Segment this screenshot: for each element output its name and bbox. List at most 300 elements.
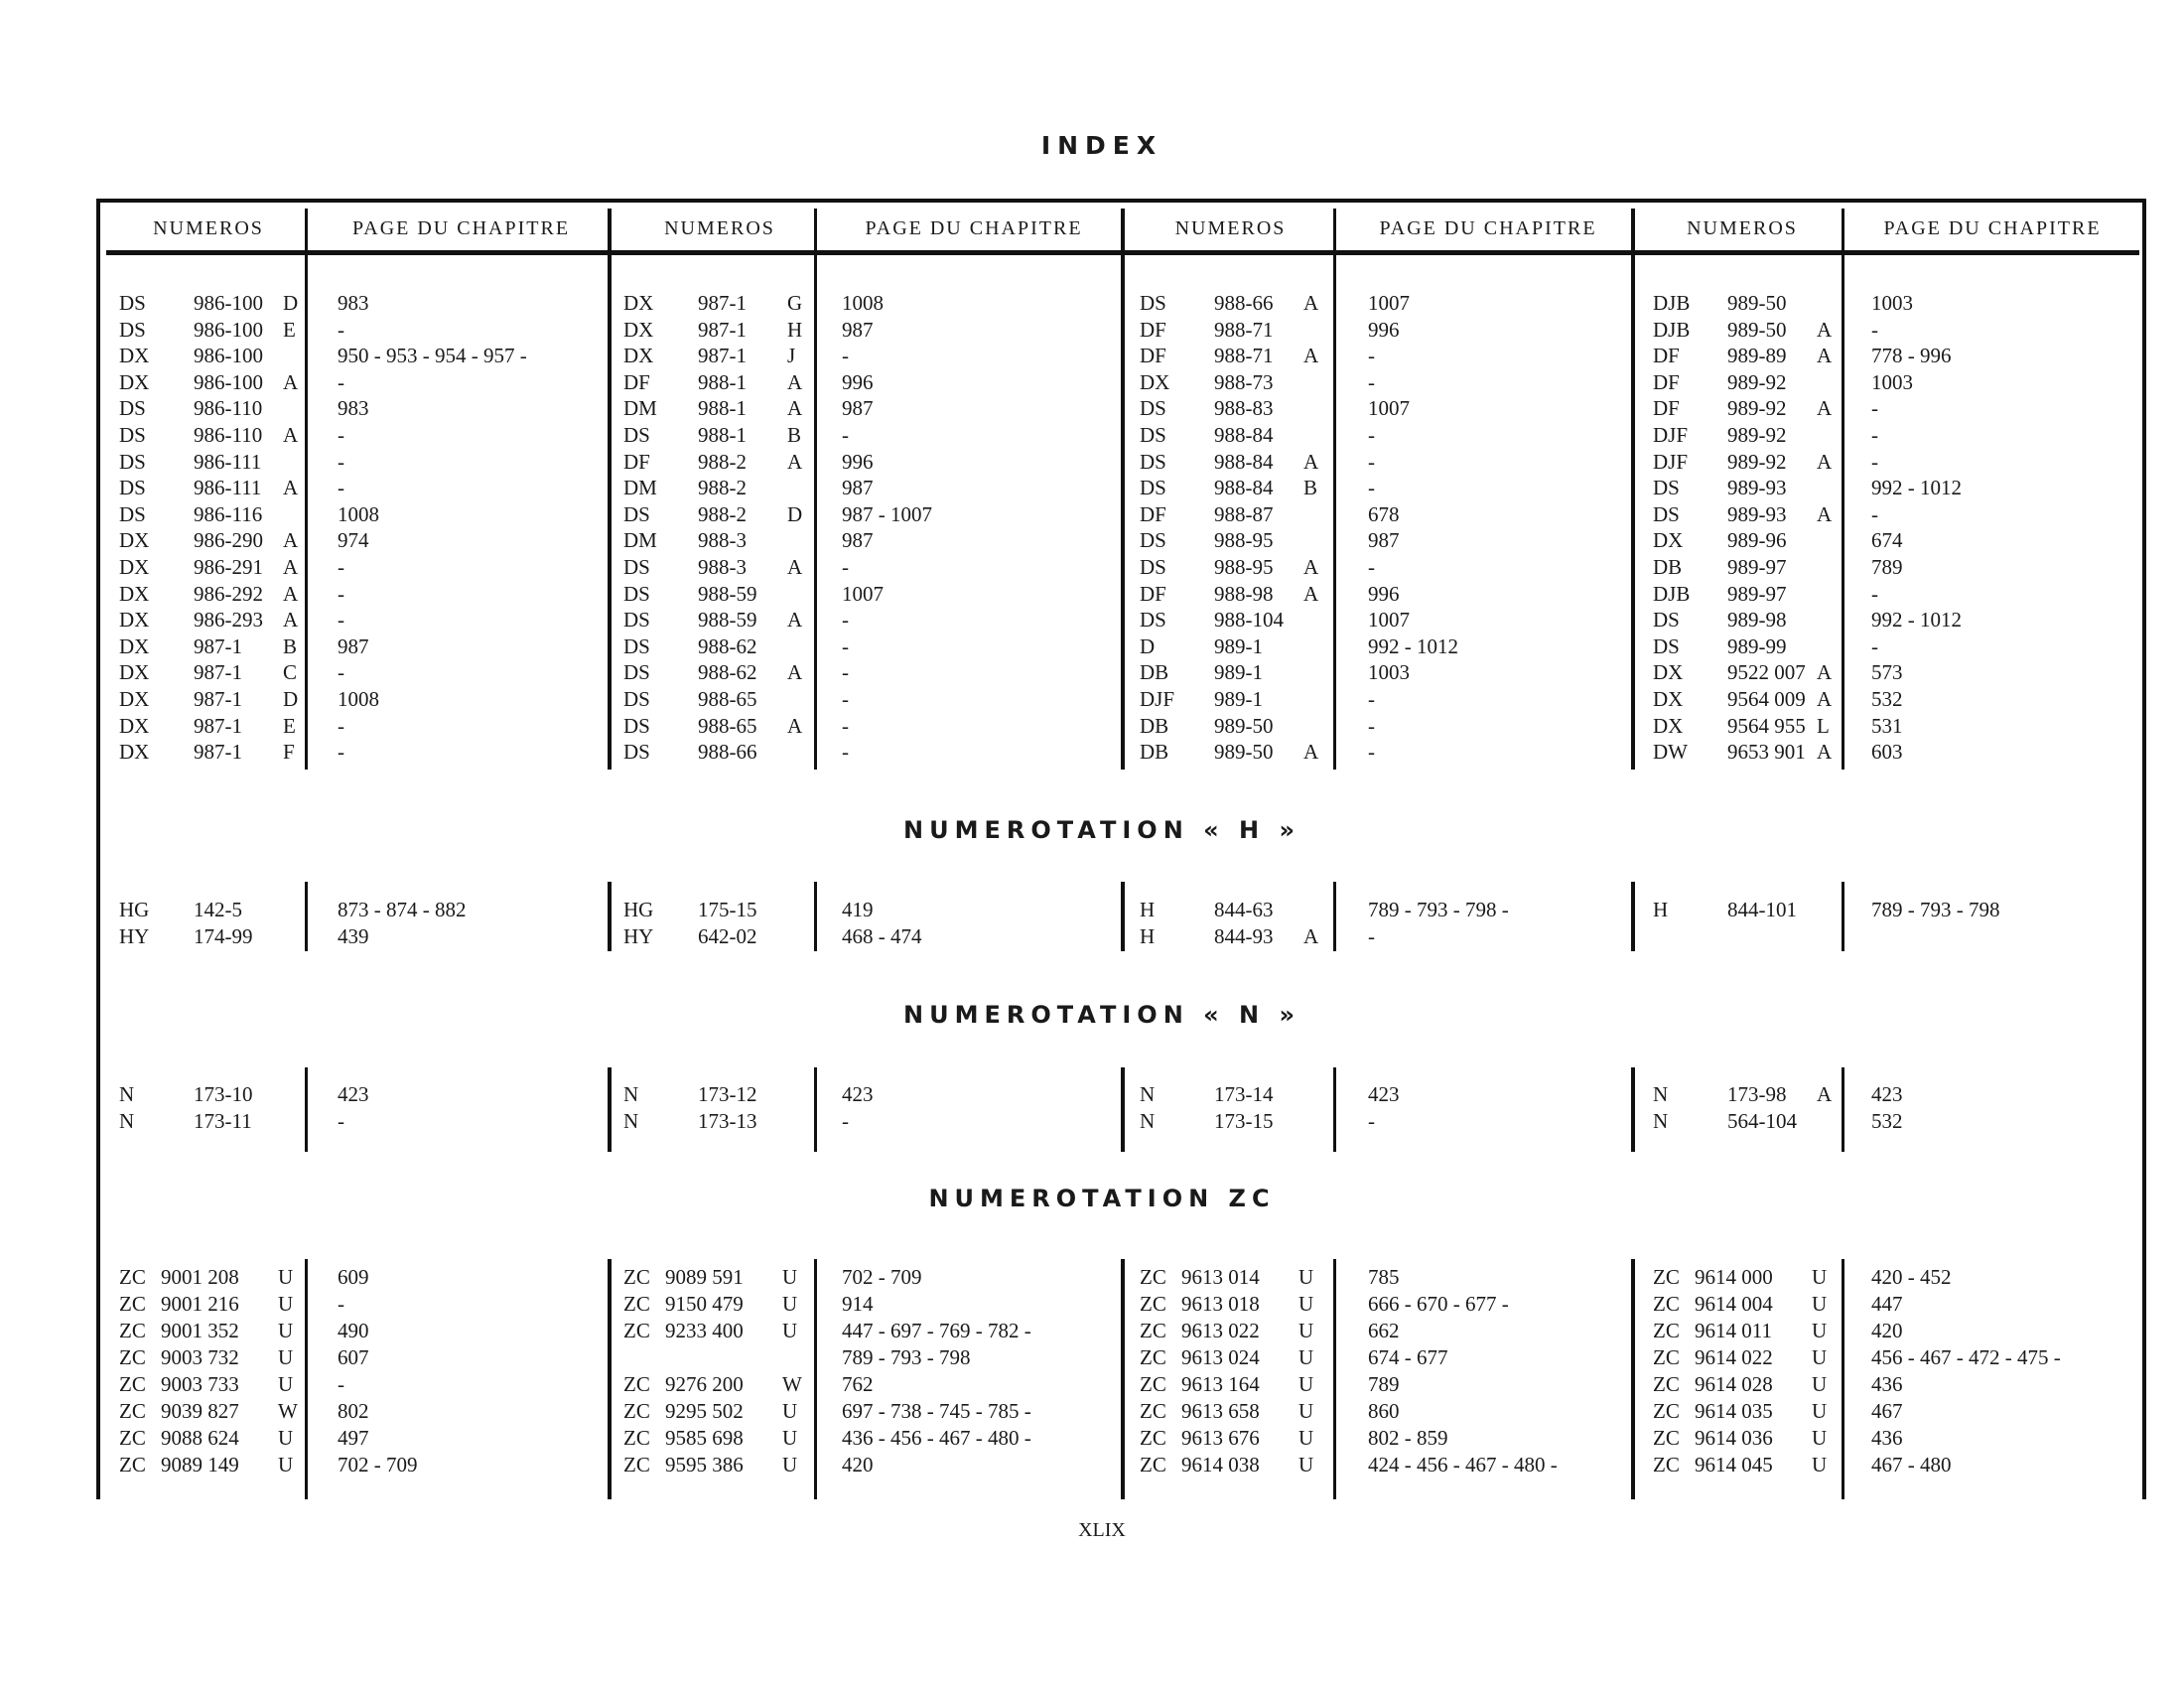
entry-page: - [842, 555, 849, 579]
entry-page: - [1871, 450, 1878, 474]
entry-prefix: ZC [1140, 1319, 1166, 1342]
entry-number: 989-50 [1727, 318, 1787, 342]
group-divider [1121, 1067, 1125, 1152]
entry-page: - [842, 740, 849, 764]
entry-page: 447 [1871, 1292, 1903, 1316]
column-divider [814, 1259, 817, 1499]
entry-prefix: DX [119, 714, 150, 738]
entry-page: 996 [842, 450, 874, 474]
entry-suffix: U [278, 1426, 294, 1450]
entry-prefix: DF [1653, 370, 1680, 394]
entry-page: 983 [338, 291, 369, 315]
entry-number: 9614 038 [1181, 1453, 1260, 1477]
entry-suffix: U [1298, 1372, 1314, 1396]
entry-prefix: ZC [1140, 1265, 1166, 1289]
entry-prefix: ZC [119, 1265, 146, 1289]
column-divider [305, 209, 308, 770]
entry-suffix: B [283, 634, 298, 658]
entry-prefix: DF [1140, 344, 1166, 367]
entry-page: - [338, 660, 344, 684]
entry-number: 989-50 [1727, 291, 1787, 315]
entry-number: 989-92 [1727, 370, 1787, 394]
entry-page: - [1368, 714, 1375, 738]
column-divider [305, 1067, 308, 1152]
entry-page: - [842, 687, 849, 711]
entry-number: 9001 216 [161, 1292, 239, 1316]
entry-page: 1007 [842, 582, 884, 606]
entry-page: 468 - 474 [842, 924, 922, 948]
entry-suffix: U [782, 1399, 798, 1423]
entry-prefix: DJB [1653, 291, 1691, 315]
entry-suffix: U [1812, 1426, 1828, 1450]
entry-prefix: HY [119, 924, 150, 948]
entry-number: 988-98 [1214, 582, 1274, 606]
entry-suffix: A [1817, 687, 1833, 711]
entry-suffix: F [283, 740, 295, 764]
entry-suffix: A [1817, 318, 1833, 342]
column-divider [1842, 209, 1844, 770]
entry-number: 986-111 [194, 450, 262, 474]
entry-page: 987 [842, 318, 874, 342]
entry-page: 467 [1871, 1399, 1903, 1423]
entry-prefix: DX [119, 370, 150, 394]
entry-page: - [338, 714, 344, 738]
entry-number: 9613 024 [1181, 1345, 1260, 1369]
entry-number: 9585 698 [665, 1426, 744, 1450]
entry-suffix: U [1812, 1345, 1828, 1369]
entry-page: - [1871, 582, 1878, 606]
entry-number: 989-1 [1214, 687, 1263, 711]
entry-prefix: DX [119, 660, 150, 684]
entry-number: 9233 400 [665, 1319, 744, 1342]
entry-page: - [1368, 687, 1375, 711]
entry-prefix: ZC [1140, 1399, 1166, 1423]
entry-number: 988-71 [1214, 318, 1274, 342]
entry-number: 9613 014 [1181, 1265, 1260, 1289]
entry-prefix: DX [1653, 714, 1684, 738]
entry-prefix: DX [119, 555, 150, 579]
entry-number: 987-1 [194, 634, 242, 658]
entry-page: - [842, 608, 849, 632]
entry-prefix: ZC [623, 1265, 650, 1289]
table-frame-left [96, 199, 100, 1499]
entry-prefix: DS [623, 687, 650, 711]
entry-prefix: DM [623, 476, 657, 499]
entry-page: 666 - 670 - 677 - [1368, 1292, 1509, 1316]
entry-prefix: ZC [1653, 1453, 1680, 1477]
entry-number: 173-14 [1214, 1082, 1274, 1106]
entry-prefix: DF [1140, 502, 1166, 526]
group-divider [1631, 882, 1635, 951]
entry-page: 1007 [1368, 291, 1410, 315]
section-title-zc: NUMEROTATION ZC [928, 1185, 1276, 1212]
entry-suffix: A [1817, 502, 1833, 526]
entry-prefix: DX [1653, 528, 1684, 552]
entry-prefix: DS [1140, 450, 1166, 474]
entry-number: 9613 658 [1181, 1399, 1260, 1423]
group-divider [1631, 209, 1635, 770]
entry-number: 9276 200 [665, 1372, 744, 1396]
entry-page: 609 [338, 1265, 369, 1289]
entry-prefix: ZC [623, 1426, 650, 1450]
entry-prefix: ZC [119, 1345, 146, 1369]
entry-page: 789 - 793 - 798 [842, 1345, 971, 1369]
entry-page: - [842, 660, 849, 684]
entry-prefix: ZC [119, 1372, 146, 1396]
entry-page: 873 - 874 - 882 [338, 898, 467, 921]
entry-page: 423 [842, 1082, 874, 1106]
entry-number: 989-93 [1727, 476, 1787, 499]
entry-prefix: DF [1653, 344, 1680, 367]
entry-page: 603 [1871, 740, 1903, 764]
entry-suffix: A [1303, 924, 1319, 948]
entry-page: - [338, 450, 344, 474]
entry-prefix: DX [119, 528, 150, 552]
entry-suffix: A [283, 608, 299, 632]
entry-number: 564-104 [1727, 1109, 1797, 1133]
entry-page: 762 [842, 1372, 874, 1396]
entry-number: 642-02 [698, 924, 757, 948]
entry-page: - [338, 555, 344, 579]
entry-prefix: DS [119, 396, 146, 420]
entry-number: 9614 036 [1695, 1426, 1773, 1450]
entry-prefix: DW [1653, 740, 1688, 764]
entry-prefix: ZC [623, 1292, 650, 1316]
entry-prefix: D [1140, 634, 1156, 658]
entry-number: 989-96 [1727, 528, 1787, 552]
entry-number: 988-95 [1214, 528, 1274, 552]
entry-page: 439 [338, 924, 369, 948]
entry-suffix: A [787, 660, 803, 684]
entry-suffix: A [283, 370, 299, 394]
entry-suffix: B [1303, 476, 1318, 499]
entry-number: 9613 018 [1181, 1292, 1260, 1316]
entry-prefix: ZC [1653, 1319, 1680, 1342]
entry-page: 789 - 793 - 798 [1871, 898, 2000, 921]
entry-page: 785 [1368, 1265, 1400, 1289]
column-divider [1842, 1067, 1844, 1152]
entry-number: 987-1 [194, 740, 242, 764]
entry-number: 988-84 [1214, 476, 1274, 499]
entry-page: - [842, 714, 849, 738]
entry-prefix: DJF [1653, 423, 1689, 447]
entry-number: 844-63 [1214, 898, 1274, 921]
entry-prefix: HG [623, 898, 654, 921]
entry-suffix: A [1303, 344, 1319, 367]
entry-suffix: D [283, 687, 299, 711]
entry-number: 9614 000 [1695, 1265, 1773, 1289]
entry-page: 662 [1368, 1319, 1400, 1342]
entry-prefix: DF [1653, 396, 1680, 420]
column-divider [1333, 882, 1336, 951]
entry-number: 989-92 [1727, 396, 1787, 420]
entry-number: 9613 022 [1181, 1319, 1260, 1342]
entry-page: 456 - 467 - 472 - 475 - [1871, 1345, 2061, 1369]
entry-prefix: DX [623, 318, 654, 342]
entry-page: 1003 [1368, 660, 1410, 684]
entry-suffix: U [782, 1319, 798, 1342]
entry-suffix: U [782, 1453, 798, 1477]
entry-suffix: A [283, 423, 299, 447]
entry-suffix: U [1812, 1292, 1828, 1316]
entry-number: 9089 149 [161, 1453, 239, 1477]
entry-page: 674 - 677 [1368, 1345, 1448, 1369]
entry-number: 9595 386 [665, 1453, 744, 1477]
entry-number: 988-59 [698, 608, 757, 632]
entry-suffix: A [283, 555, 299, 579]
entry-prefix: N [119, 1109, 135, 1133]
entry-suffix: U [1812, 1453, 1828, 1477]
entry-number: 986-100 [194, 344, 263, 367]
entry-suffix: U [782, 1265, 798, 1289]
entry-suffix: E [283, 714, 296, 738]
entry-page: 573 [1871, 660, 1903, 684]
entry-number: 987-1 [194, 714, 242, 738]
entry-prefix: DS [119, 291, 146, 315]
entry-suffix: U [1812, 1319, 1828, 1342]
entry-page: 789 [1871, 555, 1903, 579]
page-title: INDEX [1040, 131, 1163, 160]
entry-number: 173-13 [698, 1109, 757, 1133]
entry-number: 988-104 [1214, 608, 1284, 632]
entry-page: 987 [1368, 528, 1400, 552]
entry-prefix: N [1140, 1109, 1156, 1133]
entry-page: 424 - 456 - 467 - 480 - [1368, 1453, 1558, 1477]
entry-page: 1008 [842, 291, 884, 315]
entry-prefix: DX [119, 582, 150, 606]
entry-suffix: A [1817, 450, 1833, 474]
entry-page: 531 [1871, 714, 1903, 738]
entry-suffix: U [1812, 1372, 1828, 1396]
entry-prefix: DB [1140, 660, 1169, 684]
entry-prefix: DS [1140, 528, 1166, 552]
entry-prefix: DS [623, 423, 650, 447]
entry-prefix: DJF [1653, 450, 1689, 474]
entry-page: 420 [1871, 1319, 1903, 1342]
entry-number: 989-50 [1214, 714, 1274, 738]
header-page-2: PAGE DU CHAPITRE [865, 217, 1083, 239]
group-divider [608, 1259, 612, 1499]
entry-prefix: DX [1653, 687, 1684, 711]
entry-page: 497 [338, 1426, 369, 1450]
header-numeros-4: NUMEROS [1687, 217, 1798, 239]
entry-page: 678 [1368, 502, 1400, 526]
entry-page: 996 [842, 370, 874, 394]
entry-number: 988-2 [698, 502, 747, 526]
entry-prefix: ZC [119, 1319, 146, 1342]
entry-prefix: DF [1140, 582, 1166, 606]
entry-number: 988-65 [698, 687, 757, 711]
entry-prefix: ZC [1140, 1426, 1166, 1450]
entry-prefix: DS [623, 714, 650, 738]
entry-suffix: A [787, 714, 803, 738]
column-divider [814, 209, 817, 770]
entry-number: 987-1 [698, 318, 747, 342]
entry-prefix: N [623, 1082, 639, 1106]
entry-suffix: U [1298, 1426, 1314, 1450]
entry-number: 9564 009 [1727, 687, 1806, 711]
table-frame-right [2142, 199, 2146, 1499]
entry-number: 988-62 [698, 634, 757, 658]
column-divider [1333, 209, 1336, 770]
entry-prefix: DF [623, 370, 650, 394]
entry-page: - [842, 634, 849, 658]
entry-prefix: DS [119, 476, 146, 499]
group-divider [1121, 882, 1125, 951]
entry-prefix: N [1653, 1109, 1669, 1133]
entry-page: 697 - 738 - 745 - 785 - [842, 1399, 1031, 1423]
entry-suffix: A [1817, 344, 1833, 367]
entry-page: - [338, 582, 344, 606]
entry-suffix: E [283, 318, 296, 342]
header-numeros-2: NUMEROS [664, 217, 775, 239]
entry-page: 702 - 709 [842, 1265, 922, 1289]
entry-prefix: DS [1140, 608, 1166, 632]
entry-prefix: DS [1653, 608, 1680, 632]
entry-page: 987 [842, 396, 874, 420]
entry-suffix: U [278, 1372, 294, 1396]
entry-page: 987 [842, 476, 874, 499]
entry-page: 802 - 859 [1368, 1426, 1448, 1450]
entry-suffix: U [1298, 1345, 1314, 1369]
entry-page: 490 [338, 1319, 369, 1342]
entry-prefix: ZC [1653, 1426, 1680, 1450]
entry-page: 789 - 793 - 798 - [1368, 898, 1509, 921]
entry-page: - [1368, 924, 1375, 948]
entry-prefix: ZC [119, 1292, 146, 1316]
entry-number: 988-1 [698, 370, 747, 394]
entry-prefix: DF [1140, 318, 1166, 342]
entry-number: 9295 502 [665, 1399, 744, 1423]
entry-page: - [1368, 740, 1375, 764]
entry-prefix: DX [119, 608, 150, 632]
entry-number: 989-1 [1214, 660, 1263, 684]
entry-page: - [1871, 502, 1878, 526]
section-title-n: NUMEROTATION « N » [903, 1001, 1300, 1029]
entry-prefix: DJB [1653, 582, 1691, 606]
entry-prefix: ZC [1653, 1399, 1680, 1423]
entry-page: 974 [338, 528, 369, 552]
entry-page: 992 - 1012 [1871, 476, 1962, 499]
entry-number: 986-290 [194, 528, 263, 552]
table-frame-top [96, 199, 2146, 203]
entry-suffix: D [787, 502, 803, 526]
column-divider [1333, 1259, 1336, 1499]
entry-page: - [1368, 476, 1375, 499]
entry-page: 860 [1368, 1399, 1400, 1423]
entry-suffix: U [1812, 1399, 1828, 1423]
entry-page: - [1368, 344, 1375, 367]
entry-number: 988-95 [1214, 555, 1274, 579]
entry-prefix: N [1653, 1082, 1669, 1106]
entry-number: 173-15 [1214, 1109, 1274, 1133]
entry-prefix: ZC [623, 1399, 650, 1423]
entry-page: 447 - 697 - 769 - 782 - [842, 1319, 1031, 1342]
header-numeros-3: NUMEROS [1174, 217, 1287, 239]
entry-prefix: N [119, 1082, 135, 1106]
entry-number: 988-84 [1214, 423, 1274, 447]
entry-suffix: A [1817, 396, 1833, 420]
entry-page: - [842, 1109, 849, 1133]
entry-number: 989-93 [1727, 502, 1787, 526]
group-divider [608, 209, 612, 770]
entry-suffix: A [787, 555, 803, 579]
entry-prefix: HG [119, 898, 150, 921]
entry-suffix: A [283, 476, 299, 499]
entry-number: 988-1 [698, 396, 747, 420]
group-divider [1631, 1067, 1635, 1152]
group-divider [1631, 1259, 1635, 1499]
entry-suffix: A [1303, 291, 1319, 315]
entry-page: 996 [1368, 318, 1400, 342]
entry-page: - [1871, 423, 1878, 447]
entry-prefix: DB [1140, 714, 1169, 738]
entry-prefix: DX [119, 687, 150, 711]
entry-prefix: ZC [1653, 1292, 1680, 1316]
header-page-1: PAGE DU CHAPITRE [351, 217, 571, 239]
entry-page: 532 [1871, 687, 1903, 711]
entry-prefix: ZC [623, 1453, 650, 1477]
entry-number: 9150 479 [665, 1292, 744, 1316]
entry-prefix: ZC [1140, 1372, 1166, 1396]
entry-number: 986-293 [194, 608, 263, 632]
header-page-4: PAGE DU CHAPITRE [1883, 217, 2102, 239]
entry-number: 986-292 [194, 582, 263, 606]
entry-prefix: N [1140, 1082, 1156, 1106]
group-divider [1121, 209, 1125, 770]
entry-page: 702 - 709 [338, 1453, 418, 1477]
entry-prefix: DS [1140, 476, 1166, 499]
entry-prefix: DS [623, 608, 650, 632]
entry-number: 989-92 [1727, 450, 1787, 474]
entry-number: 9613 676 [1181, 1426, 1260, 1450]
entry-page: 420 [842, 1453, 874, 1477]
entry-suffix: A [787, 370, 803, 394]
entry-number: 9088 624 [161, 1426, 239, 1450]
entry-number: 987-1 [698, 291, 747, 315]
entry-prefix: ZC [623, 1319, 650, 1342]
entry-number: 9614 045 [1695, 1453, 1773, 1477]
entry-page: 987 - 1007 [842, 502, 932, 526]
entry-suffix: U [1298, 1292, 1314, 1316]
entry-number: 988-65 [698, 714, 757, 738]
entry-prefix: DS [623, 634, 650, 658]
entry-number: 986-291 [194, 555, 263, 579]
entry-number: 989-97 [1727, 555, 1787, 579]
entry-number: 986-116 [194, 502, 263, 526]
entry-prefix: ZC [119, 1426, 146, 1450]
entry-page: - [842, 344, 849, 367]
entry-number: 173-98 [1727, 1082, 1787, 1106]
entry-page: - [1368, 370, 1375, 394]
entry-number: 989-89 [1727, 344, 1787, 367]
entry-number: 988-2 [698, 450, 747, 474]
entry-number: 986-100 [194, 291, 263, 315]
entry-prefix: ZC [1653, 1372, 1680, 1396]
entry-prefix: DS [623, 502, 650, 526]
entry-prefix: DS [119, 450, 146, 474]
entry-prefix: DJB [1653, 318, 1691, 342]
entry-prefix: DM [623, 396, 657, 420]
entry-suffix: U [278, 1453, 294, 1477]
entry-page: 436 - 456 - 467 - 480 - [842, 1426, 1031, 1450]
entry-prefix: DS [1653, 476, 1680, 499]
entry-prefix: H [1140, 924, 1156, 948]
entry-page: 992 - 1012 [1871, 608, 1962, 632]
entry-prefix: DX [1653, 660, 1684, 684]
entry-page: 992 - 1012 [1368, 634, 1458, 658]
entry-suffix: A [1303, 450, 1319, 474]
